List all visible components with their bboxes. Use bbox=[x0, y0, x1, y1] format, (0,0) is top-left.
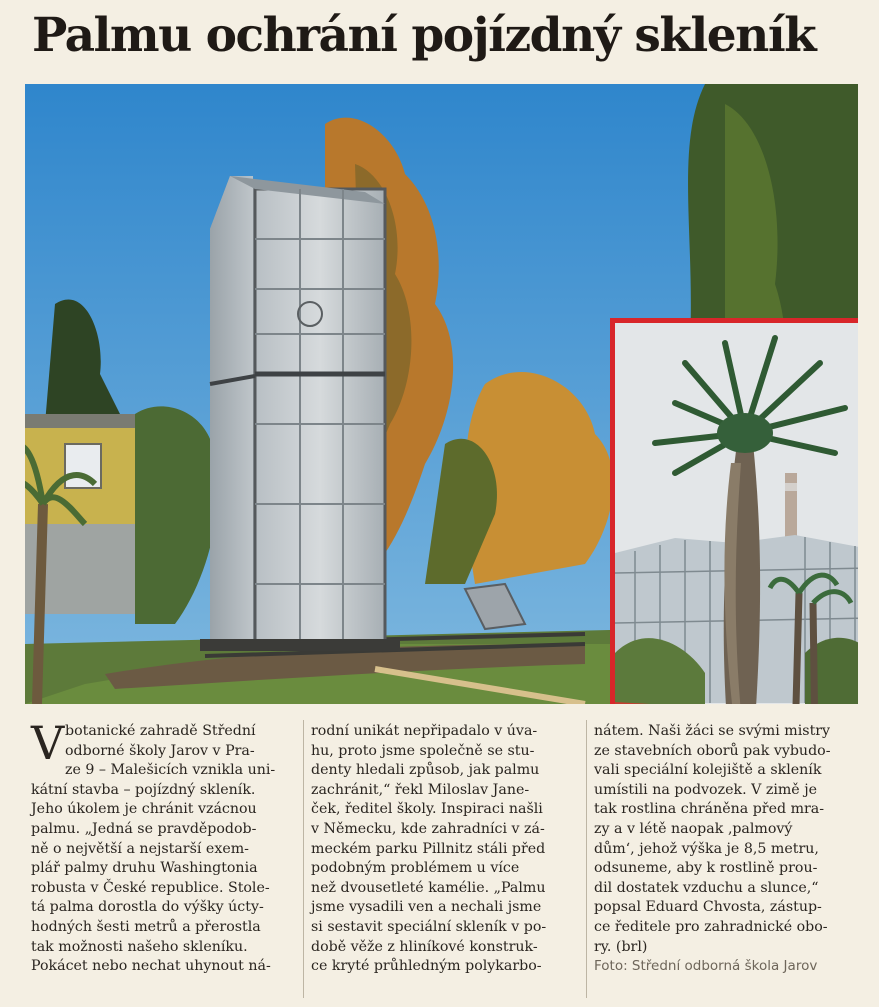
text-line: si sestavit speciální skleník v po- bbox=[311, 918, 547, 935]
text-line: plář palmy druhu Washingtonia bbox=[31, 860, 258, 877]
text-line: kátní stavba – pojízdný skleník. bbox=[31, 781, 256, 798]
text-line: podobným problémem u více bbox=[311, 860, 520, 877]
text-line: nátem. Naši žáci se svými mistry bbox=[594, 723, 831, 739]
text-line: ce ředitele pro zahradnické obo- bbox=[594, 918, 828, 935]
text-line: zachránit,“ řekl Miloslav Jane- bbox=[311, 781, 530, 798]
text-line: rodní unikát nepřipadalo v úva- bbox=[311, 723, 538, 739]
column-divider bbox=[303, 720, 304, 998]
text-line: palmu. „Jedná se pravděpodob- bbox=[31, 820, 257, 837]
text-line: hodných šesti metrů a přerostla bbox=[31, 918, 261, 935]
text-column-2 bbox=[311, 722, 589, 977]
text-line: popsal Eduard Chvosta, zástup- bbox=[594, 899, 822, 916]
main-photo bbox=[25, 84, 858, 704]
text-line: ce kryté průhledným polykarbo- bbox=[311, 958, 542, 975]
article-headline: Palmu ochrání pojízdný skleník bbox=[32, 8, 816, 63]
drop-cap: V bbox=[31, 716, 65, 770]
text-line: ček, ředitel školy. Inspiraci našli bbox=[311, 801, 543, 818]
text-line: robusta v České republice. Stole- bbox=[31, 879, 270, 896]
text-line: Pokácet nebo nechat uhynout ná- bbox=[31, 958, 271, 975]
text-line: ry. (brl) bbox=[594, 938, 648, 955]
text-line: tak možnosti našeho skleníku. bbox=[31, 938, 248, 955]
text-line: odsuneme, aby k rostlině prou- bbox=[594, 860, 818, 877]
text-line: ze stavebních oborů pak vybudo- bbox=[594, 742, 831, 759]
article-body bbox=[25, 716, 858, 1001]
text-line: době věže z hliníkové konstruk- bbox=[311, 938, 538, 955]
text-line: v Německu, kde zahradníci v zá- bbox=[311, 820, 545, 837]
text-line: meckém parku Pillnitz stáli před bbox=[311, 840, 546, 857]
photo-credit: Foto: Střední odborná škola Jarov bbox=[594, 958, 818, 975]
text-line: tak rostlina chráněna před mra- bbox=[594, 801, 825, 818]
text-column-1 bbox=[31, 716, 286, 977]
text-line: Jeho úkolem je chránit vzácnou bbox=[31, 801, 257, 818]
text-line: botanické zahradě Střední bbox=[65, 723, 256, 739]
text-line: denty hledali způsob, jak palmu bbox=[311, 762, 540, 779]
text-line: dům‘, jehož výška je 8,5 metru, bbox=[594, 840, 819, 857]
text-line: než dvousetleté kamélie. „Palmu bbox=[311, 879, 546, 896]
text-line: zy a v létě naopak ‚palmový bbox=[594, 820, 793, 837]
text-line: jsme vysadili ven a nechali jsme bbox=[311, 899, 542, 916]
text-line: vali speciální kolejiště a skleník bbox=[594, 762, 822, 779]
column-divider bbox=[586, 720, 587, 998]
text-line: ze 9 – Malešicích vznikla uni- bbox=[65, 762, 276, 779]
text-line: ně o největší a nejstarší exem- bbox=[31, 840, 249, 857]
text-line: hu, proto jsme společně se stu- bbox=[311, 742, 535, 759]
text-line: tá palma dorostla do výšky úcty- bbox=[31, 899, 264, 916]
text-line: dil dostatek vzduchu a slunce,“ bbox=[594, 879, 819, 896]
inset-photo-palm bbox=[610, 318, 858, 704]
text-line: umístili na podvozek. V zimě je bbox=[594, 781, 818, 798]
text-line: odborné školy Jarov v Pra- bbox=[65, 742, 255, 759]
text-column-3 bbox=[594, 722, 854, 977]
